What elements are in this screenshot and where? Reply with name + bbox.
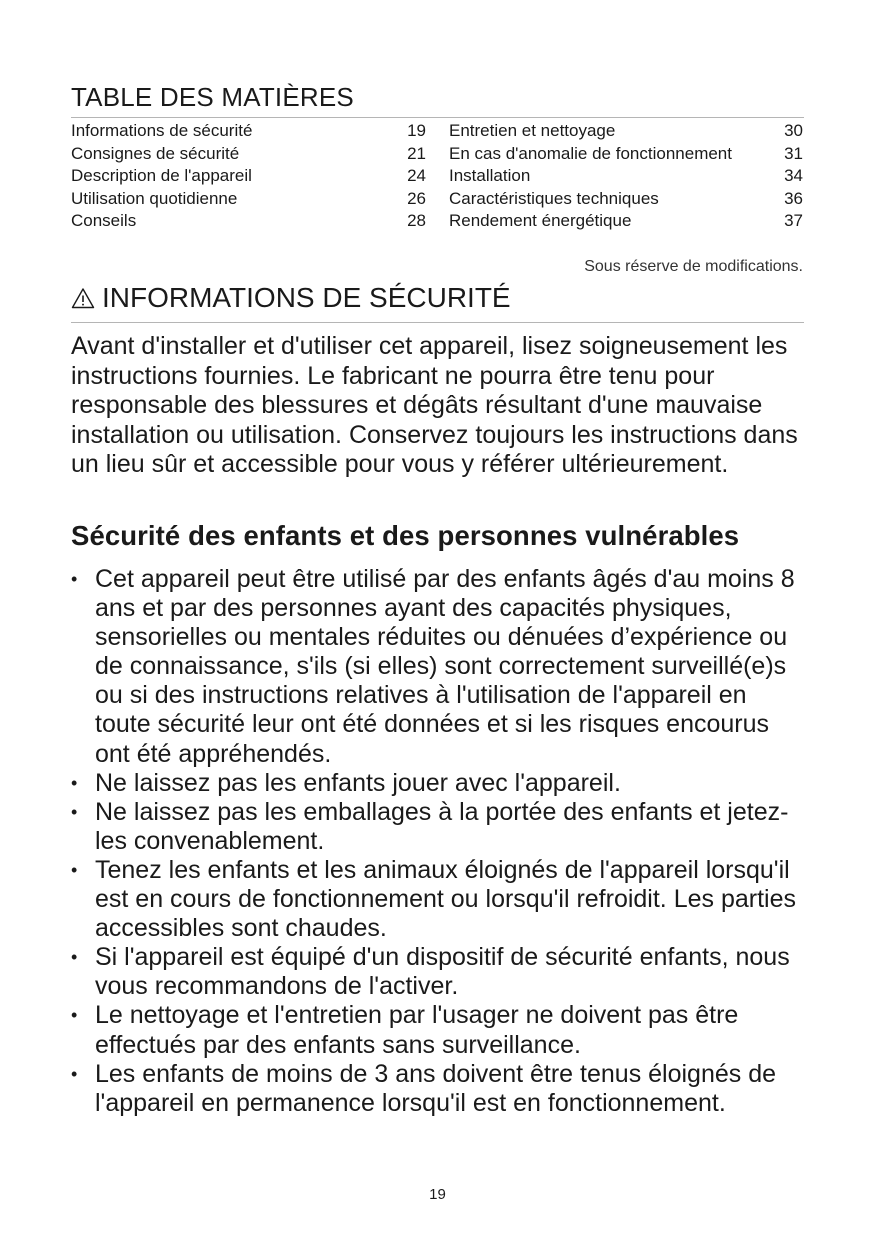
toc-entry-label: Consignes de sécurité (71, 143, 240, 163)
toc-left-column (71, 120, 426, 233)
list-item-text: Ne laissez pas les emballages à la portée des enfants et jetez-les convenablement. (95, 797, 789, 855)
toc-entry[interactable] (449, 188, 803, 211)
toc-entry-page: 26 (407, 188, 426, 208)
toc-entry-page: 31 (784, 143, 803, 163)
toc-entry[interactable] (449, 120, 803, 143)
list-item-text: Ne laissez pas les enfants jouer avec l'appareil. (95, 768, 621, 797)
toc-entry-label: En cas d'anomalie de fonctionnement (449, 143, 732, 163)
list-item-text: Cet appareil peut être utilisé par des enfants âgés d'au moins 8 ans et par des personnes ayant des capacités physiques, sensorielles ou mentales réduites ou dénuées d’expérience ou de connaissance, s'ils (si elles) sont correctement surveillé(e)s ou si des instructions relatives à l'utilisation de l'appareil en toute sécurité leur ont été données et si les risques encourus ont été appréhendés. (95, 565, 795, 768)
list-item (71, 769, 806, 798)
page-number: 19 (429, 1186, 446, 1203)
list-item-text: Tenez les enfants et les animaux éloignés de l'appareil lorsqu'il est en cours de fonctionnement ou lorsqu'il refroidit. Les parties accessibles sont chaudes. (95, 855, 796, 943)
bullet-marker: • (71, 772, 78, 793)
toc-divider (71, 117, 804, 118)
bullet-marker: • (71, 801, 78, 822)
toc-right-column (449, 120, 803, 233)
list-item-text: Le nettoyage et l'entretien par l'usager ne doivent pas être effectués par des enfants sans surveillance. (95, 1001, 739, 1059)
toc-entry-label: Entretien et nettoyage (449, 121, 616, 140)
section-divider (71, 322, 804, 323)
toc-entry-page: 34 (784, 166, 803, 185)
list-item (71, 565, 806, 769)
toc-entry[interactable] (71, 120, 426, 143)
list-item (71, 856, 806, 943)
toc-entry-label: Conseils (71, 211, 137, 230)
section-title-text: INFORMATIONS DE SÉCURITÉ (102, 282, 511, 313)
bullet-marker: • (71, 859, 78, 880)
toc-entry-label: Rendement énergétique (449, 211, 632, 230)
toc-entry-label: Informations de sécurité (71, 121, 253, 140)
section-title (71, 282, 511, 314)
toc-entry[interactable] (71, 165, 426, 188)
toc-entry-page: 37 (784, 211, 803, 230)
bullet-marker: • (71, 947, 78, 968)
bullet-marker: • (71, 1063, 78, 1084)
modification-note: Sous réserve de modifications. (584, 258, 803, 275)
toc-entry-label: Description de l'appareil (71, 166, 252, 185)
toc-entry-label: Utilisation quotidienne (71, 188, 238, 208)
bullet-marker: • (71, 1005, 78, 1026)
toc-entry[interactable] (449, 143, 803, 166)
list-item-text: Les enfants de moins de 3 ans doivent être tenus éloignés de l'appareil en permanence lorsqu'il est en fonctionnement. (95, 1059, 777, 1117)
toc-entry[interactable] (71, 143, 426, 166)
list-item (71, 1060, 806, 1118)
list-item-text: Si l'appareil est équipé d'un dispositif de sécurité enfants, nous vous recommandons de l'activer. (95, 943, 790, 1001)
safety-bullet-list (71, 565, 806, 1118)
toc-title: TABLE DES MATIÈRES (71, 82, 354, 112)
toc-entry[interactable] (449, 165, 803, 188)
toc-entry[interactable] (449, 210, 803, 233)
list-item (71, 1001, 806, 1059)
toc-entry[interactable] (71, 210, 426, 233)
toc-entry-label: Installation (449, 166, 531, 185)
warning-icon (71, 287, 95, 309)
toc-entry-page: 30 (784, 121, 803, 140)
bullet-marker: • (71, 569, 78, 589)
toc-entry-page: 36 (784, 188, 803, 208)
toc-entry[interactable] (71, 188, 426, 211)
toc-entry-page: 19 (407, 121, 426, 140)
intro-paragraph: Avant d'installer et d'utiliser cet appareil, lisez soigneusement les instructions fournies. Le fabricant ne pourra être tenu pour responsable des blessures et dégâts résultant d'une mauvaise installation ou utilisation. Conservez toujours les instructions dans un lieu sûr et accessible pour vous y référer ultérieurement. (71, 332, 798, 478)
list-item (71, 943, 806, 1001)
toc-entry-page: 21 (407, 143, 426, 163)
toc-entry-label: Caractéristiques techniques (449, 188, 659, 208)
list-item (71, 798, 806, 856)
toc-entry-page: 28 (407, 211, 426, 230)
toc-entry-page: 24 (407, 166, 426, 185)
subsection-title: Sécurité des enfants et des personnes vulnérables (71, 520, 740, 551)
